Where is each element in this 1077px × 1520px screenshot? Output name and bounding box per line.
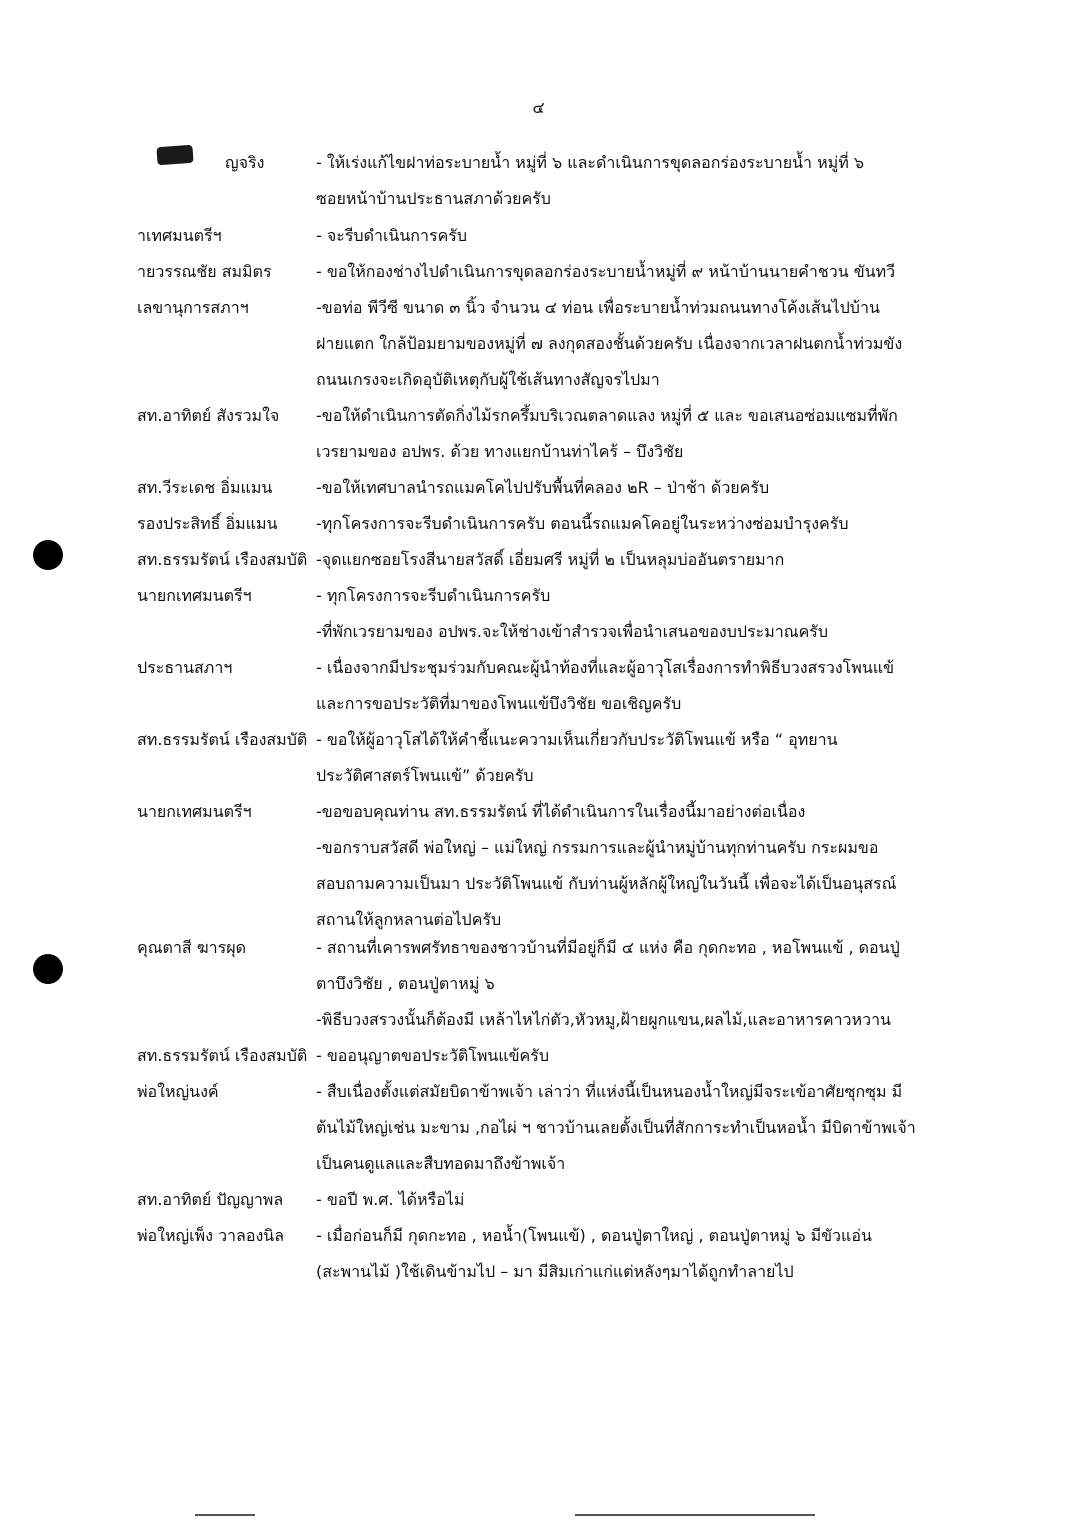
speaker-name: นายกเทศมนตรีฯ (137, 802, 252, 821)
statement-line: ประวัติศาสตร์โพนแข้” ด้วยครับ (316, 766, 534, 785)
speaker-name: คุณตาสี ฆารผุด (137, 938, 246, 957)
statement-line: - ขออนุญาตขอประวัติโพนแข้ครับ (316, 1046, 550, 1065)
speaker-name: นายกเทศมนตรีฯ (137, 586, 252, 605)
punch-hole (33, 540, 63, 570)
statement-line: ถนนเกรงจะเกิดอุบัติเหตุกับผู้ใช้เส้นทางสัญจรไปมา (316, 370, 660, 389)
statement-line: - ทุกโครงการจะรีบดำเนินการครับ (316, 586, 551, 605)
statement-line: เป็นคนดูแลและสืบทอดมาถึงข้าพเจ้า (316, 1154, 566, 1173)
statement (316, 218, 976, 254)
speaker-name: รองประสิทธิ์ อิ่มแมน (137, 514, 278, 533)
statement-line: - เมื่อก่อนก็มี กุดกะทอ , หอน้ำ(โพนแข้) , ดอนปู่ตาใหญ่ , ตอนปู่ตาหมู่ ๖ มีขัวแอ่น (316, 1226, 872, 1245)
speaker-name: สท.อาทิตย์ ปัญญาพล (137, 1190, 284, 1209)
statement (316, 542, 976, 578)
statement (316, 930, 976, 1038)
speaker-name: ญจริง (225, 153, 265, 172)
cut-off-footer (0, 1508, 1077, 1520)
statement-line: -ขอขอบคุณท่าน สท.ธรรมรัตน์ ที่ได้ดำเนินการในเรื่องนี้มาอย่างต่อเนื่อง (316, 802, 806, 821)
statement-line: -พิธีบวงสรวงนั้นก็ต้องมี เหล้าไหไก่ตัว,หัวหมู,ฝ้ายผูกแขน,ผลไม้,และอาหารคาวหวาน (316, 1010, 891, 1029)
statement (316, 578, 976, 650)
speaker-name: สท.วีระเดช อิ่มแมน (137, 478, 273, 497)
page-number: ๔ (532, 98, 545, 117)
speaker-name: สท.อาทิตย์ สังรวมใจ (137, 406, 280, 425)
speaker-name: เลขานุการสภาฯ (137, 298, 249, 317)
speaker-name: พ่อใหญ่นงค์ (137, 1082, 219, 1101)
speaker-name: ประธานสภาฯ (137, 658, 233, 677)
statement (316, 794, 976, 938)
statement-line: สอบถามความเป็นมา ประวัติโพนแข้ กับท่านผู้หลักผู้ใหญ่ในวันนี้ เพื่อจะได้เป็นอนุสรณ์ (316, 874, 897, 893)
statement-line: ต้นไม้ใหญ่เช่น มะขาม ,กอไผ่ ฯ ชาวบ้านเลยตั้งเป็นที่สักการะทำเป็นหอน้ำ มีบิดาข้าพเจ้า (316, 1118, 916, 1137)
statement-line: - ขอปี พ.ศ. ได้หรือไม่ (316, 1190, 465, 1209)
statement (316, 398, 976, 470)
statement-line: ซอยหน้าบ้านประธานสภาด้วยครับ (316, 189, 551, 208)
statement (316, 650, 976, 722)
redaction-mark (156, 145, 193, 165)
statement (316, 1218, 976, 1290)
statement (316, 254, 976, 290)
statement-line: - สืบเนื่องตั้งแต่สมัยบิดาข้าพเจ้า เล่าว่า ที่แห่งนี้เป็นหนองน้ำใหญ่มีจระเข้อาศัยซุกซุม มี (316, 1082, 903, 1101)
speaker-name: สท.ธรรมรัตน์ เรืองสมบัติ (137, 730, 308, 749)
speaker-name: พ่อใหญ่เพ็ง วาลองนิล (137, 1226, 284, 1245)
statement-line: - สถานที่เคารพศรัทธาของชาวบ้านที่มีอยู่ก็มี ๔ แห่ง คือ กุดกะทอ , หอโพนแข้ , ดอนปู่ (316, 938, 900, 957)
statement-line: -ขอกราบสวัสดี พ่อใหญ่ – แม่ใหญ่ กรรมการและผู้นำหมู่บ้านทุกท่านครับ กระผมขอ (316, 838, 879, 857)
speaker-name: สท.ธรรมรัตน์ เรืองสมบัติ (137, 550, 308, 569)
statement-line: ตาบึงวิชัย , ตอนปู่ตาหมู่ ๖ (316, 974, 495, 993)
statement-line: - เนื่องจากมีประชุมร่วมกับคณะผู้นำท้องที่และผู้อาวุโสเรื่องการทำพิธีบวงสรวงโพนแข้ (316, 658, 895, 677)
statement-line: -ที่พักเวรยามของ อปพร.จะให้ช่างเข้าสำรวจเพื่อนำเสนอของบประมาณครับ (316, 622, 829, 641)
statement-line: - ขอให้ผู้อาวุโสได้ให้คำชี้แนะความเห็นเกี่ยวกับประวัติโพนแข้ หรือ “ อุทยาน (316, 730, 838, 749)
speaker-name: าเทศมนตรีฯ (137, 226, 222, 245)
statement (316, 506, 976, 542)
statement-line: -ขอท่อ พีวีซี ขนาด ๓ นิ้ว จำนวน ๔ ท่อน เพื่อระบายน้ำท่วมถนนทางโค้งเส้นไปบ้าน (316, 298, 880, 317)
statement-line: ฝายแตก ใกล้ป้อมยามของหมู่ที่ ๗ ลงกุดสองชั้นด้วยครับ เนื่องจากเวลาฝนตกน้ำท่วมขัง (316, 334, 903, 353)
speaker-name: สท.ธรรมรัตน์ เรืองสมบัติ (137, 1046, 308, 1065)
statement-line: -ทุกโครงการจะรีบดำเนินการครับ ตอนนี้รถแมคโคอยู่ในระหว่างซ่อมบำรุงครับ (316, 514, 849, 533)
statement-line: -ขอให้เทศบาลนำรถแมคโคไปปรับพื้นที่คลอง ๒R – ป่าช้า ด้วยครับ (316, 478, 770, 497)
statement-line: -จุดแยกซอยโรงสีนายสวัสดิ์ เอี่ยมศรี หมู่ที่ ๒ เป็นหลุมบ่ออันตรายมาก (316, 550, 785, 569)
statement-line: - ให้เร่งแก้ไขฝาท่อระบายน้ำ หมู่ที่ ๖ และดำเนินการขุดลอกร่องระบายน้ำ หมู่ที่ ๖ (316, 153, 865, 172)
statement-line: และการขอประวัติที่มาของโพนแข้บึงวิชัย ขอเชิญครับ (316, 694, 682, 713)
statement-line: - ขอให้กองช่างไปดำเนินการขุดลอกร่องระบายน้ำหมู่ที่ ๙ หน้าบ้านนายคำชวน ขันทวี (316, 262, 896, 281)
statement (316, 722, 976, 794)
statement-line: สถานให้ลูกหลานต่อไปครับ (316, 910, 502, 929)
statement (316, 470, 976, 506)
statement (316, 290, 976, 398)
statement-line: - จะรีบดำเนินการครับ (316, 226, 468, 245)
statement-line: (สะพานไม้ )ใช้เดินข้ามไป – มา มีสิมเก่าแก่แต่หลังๆมาได้ถูกทำลายไป (316, 1262, 794, 1281)
statement (316, 1038, 976, 1074)
statement-line: -ขอให้ดำเนินการตัดกิ่งไม้รกครึ้มบริเวณตลาดแลง หมู่ที่ ๕ และ ขอเสนอซ่อมแซมที่พัก (316, 406, 898, 425)
statement (316, 145, 976, 217)
statement (316, 1182, 976, 1218)
statement-line: เวรยามของ อปพร. ด้วย ทางแยกบ้านท่าไคร้ – บึงวิชัย (316, 442, 684, 461)
punch-hole (33, 954, 63, 984)
speaker-name: ายวรรณชัย สมมิตร (137, 262, 272, 281)
statement (316, 1074, 976, 1182)
